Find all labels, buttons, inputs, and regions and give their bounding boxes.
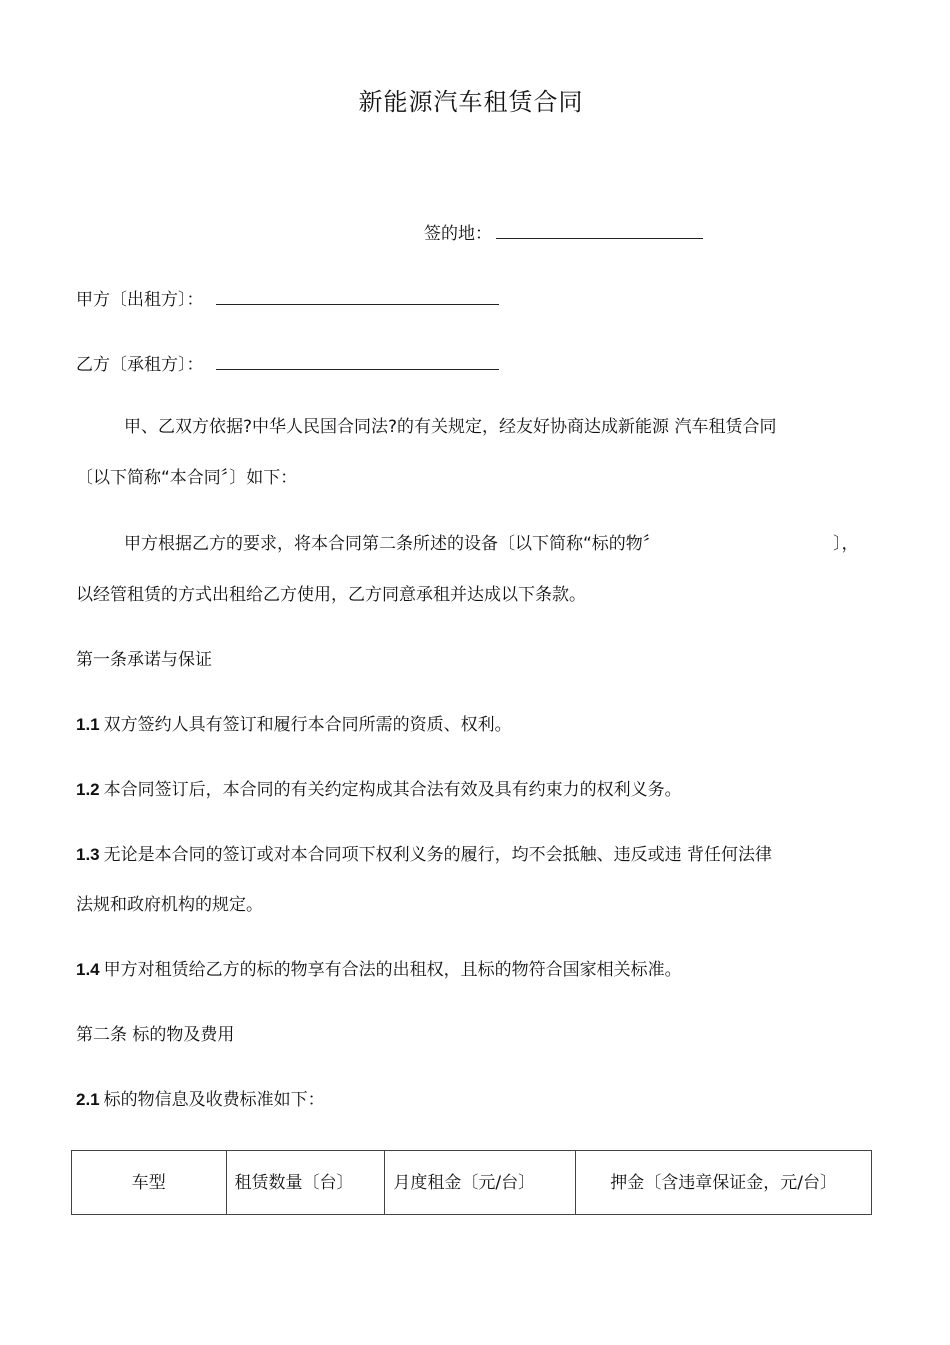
clause-number: 1.1: [76, 715, 100, 734]
clause-number: 1.2: [76, 780, 100, 799]
clause-text: 标的物信息及收费标准如下：: [103, 1090, 325, 1110]
clause-2-1: [76, 1088, 325, 1112]
fee-table: [71, 1150, 872, 1215]
preamble-line-2: 〔以下简称“本合同〞〕如下：: [76, 468, 298, 488]
preamble-line-1: 甲、乙双方依据?中华人民国合同法?的有关规定，经友好协商达成新能源 汽车租赁合同: [124, 417, 777, 437]
clause-1-4: [76, 958, 682, 982]
party-b-label: 乙方〔承租方〕：: [76, 355, 204, 375]
clause-number: 2.1: [76, 1090, 100, 1109]
party-a-label: 甲方〔出租方〕：: [76, 290, 204, 310]
article-2-heading: 第二条 标的物及费用: [76, 1025, 235, 1045]
article-1-heading: 第一条承诺与保证: [76, 650, 212, 670]
clause-1-3-continued: 法规和政府机构的规定。: [76, 895, 263, 915]
preamble-line-3: 甲方根据乙方的要求，将本合同第二条所述的设备〔以下简称“标的物〞: [124, 534, 660, 554]
clause-1-3: [76, 843, 772, 867]
clause-text: 双方签约人具有签订和履行本合同所需的资质、权利。: [103, 715, 512, 735]
fee-table-header-row: [72, 1151, 872, 1215]
party-a-field: [76, 286, 499, 312]
header-lease-quantity: 租赁数量〔台〕: [226, 1151, 385, 1215]
party-b-blank: [216, 351, 499, 370]
preamble-line-4: 以经管租赁的方式出租给乙方使用，乙方同意承租并达成以下条款。: [76, 585, 586, 605]
signing-place-field: [424, 220, 703, 246]
clause-1-1: [76, 713, 512, 737]
clause-text: 无论是本合同的签订或对本合同项下权利义务的履行，均不会抵触、违反或违 背任何法律: [103, 845, 773, 865]
clause-text: 甲方对租赁给乙方的标的物享有合法的出租权，且标的物符合国家相关标准。: [103, 960, 682, 980]
clause-number: 1.3: [76, 845, 100, 864]
clause-text: 本合同签订后，本合同的有关约定构成其合法有效及具有约束力的权利义务。: [103, 780, 682, 800]
clause-1-2: [76, 778, 682, 802]
signing-place-blank: [496, 220, 703, 239]
party-b-field: [76, 351, 499, 377]
party-a-blank: [216, 286, 499, 305]
preamble-line-3-end: 〕，: [833, 534, 859, 554]
header-vehicle-model: 车型: [72, 1151, 227, 1215]
signing-place-label: 签的地：: [424, 224, 492, 244]
document-title: 新能源汽车租赁合同: [358, 88, 584, 116]
clause-number: 1.4: [76, 960, 100, 979]
header-deposit: 押金〔含违章保证金，元/台〕: [576, 1151, 872, 1215]
header-monthly-rent: 月度租金〔元/台〕: [385, 1151, 576, 1215]
